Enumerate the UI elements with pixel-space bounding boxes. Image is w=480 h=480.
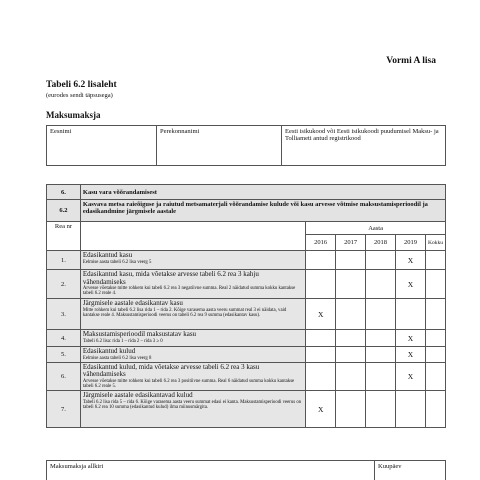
row-number-header: Rea nr [47, 222, 81, 251]
page-title: Tabeli 6.2 lisaleht [46, 80, 117, 90]
row-note: Arvesse võetakse mitte rohkem kui tabeli 6.2 rea 3 positiivne summa. Real 6 näidatud summa kokku kantakse tabeli 6.2 reale 5. [82, 378, 295, 390]
row-title: Edasikantud kasu [82, 251, 133, 259]
total-cell[interactable] [425, 362, 445, 391]
id-code-label: Eesti isikukood või Eesti isikukoodi puudumisel Maksu- ja Tolliameti antud registrikood [285, 128, 439, 142]
row-title: Edasikantud kulud, mida võetakse arvesse tabeli 6.2 rea 3 kasu vähendamiseks [82, 362, 260, 379]
total-cell[interactable] [425, 251, 445, 270]
row-number: 2. [47, 270, 81, 299]
year-cell[interactable]: X [396, 270, 426, 299]
table-row [47, 270, 446, 299]
row-note: Arvesse võetakse mitte rohkem kui tabeli 6.2 rea 3 negatiivne summa. Real 2 näidatud summa kokku kantakse tabeli 6.2 reale 4. [82, 286, 296, 297]
row-number: 3. [47, 299, 81, 330]
year-cell[interactable] [336, 251, 366, 270]
row-title: Edasikantud kasu, mida võetakse arvesse tabeli 6.2 rea 3 kahju vähendamiseks [82, 270, 259, 286]
year-2019-header: 2019 [396, 235, 426, 251]
row-title: Järgmisele aastale edasikantav kasu [82, 299, 183, 307]
row-title: Maksustamisperioodil maksustatav kasu [82, 330, 197, 338]
year-cell[interactable] [306, 251, 336, 270]
row-description [80, 362, 305, 391]
date-field[interactable] [375, 461, 446, 480]
page-subtitle: (eurodes sendi täpsusega) [46, 92, 113, 99]
row-note: Tabeli 6.2 lisa: rida 1 – rida 2 – rida 3 ≥ 0 [82, 338, 163, 344]
year-2017-header: 2017 [336, 235, 366, 251]
year-cell[interactable] [336, 362, 366, 391]
year-cell[interactable] [366, 330, 396, 347]
year-cell[interactable] [366, 347, 396, 363]
row-note: Mitte rohkem kui tabeli 6.2 lisa rida 1 – rida 2. Kõige varasema aasta veeru summat real 3 ei näidata, vaid kantakse reale 4. Maksustamisperioodi veerus on tabeli 6.2 rea 9 summa (edasikantav kasu). [82, 307, 287, 318]
year-cell[interactable] [336, 347, 366, 363]
total-cell[interactable] [425, 330, 445, 347]
year-cell[interactable] [366, 251, 396, 270]
section-heading: Kasu vara võõrandamisest [80, 185, 445, 200]
main-table [46, 184, 446, 428]
total-header: Kokku [425, 235, 445, 251]
signature-label: Maksumaksja allkiri [50, 463, 104, 470]
year-cell[interactable] [396, 299, 426, 330]
form-label: Vormi A lisa [386, 56, 436, 66]
year-cell[interactable] [336, 391, 366, 428]
last-name-label: Perekonnanimi [160, 128, 200, 135]
row-number: 6. [47, 362, 81, 391]
table-row [47, 299, 446, 330]
signature-table [46, 460, 446, 480]
row-note: Eelmise aasta tabeli 6.2 lisa veerg 5 [82, 259, 152, 265]
row-number: 4. [47, 330, 81, 347]
table-row [47, 362, 446, 391]
year-cell[interactable] [306, 270, 336, 299]
year-cell[interactable] [366, 299, 396, 330]
year-cell[interactable] [396, 391, 426, 428]
description-header [80, 222, 305, 251]
row-description [80, 391, 305, 428]
year-group-header: Aasta [306, 222, 446, 235]
total-cell[interactable] [425, 347, 445, 363]
year-cell[interactable]: X [306, 391, 336, 428]
year-2018-header: 2018 [366, 235, 396, 251]
year-cell[interactable] [306, 330, 336, 347]
row-title: Edasikantud kulud [82, 347, 136, 355]
row-description [80, 270, 305, 299]
year-cell[interactable]: X [396, 251, 426, 270]
total-cell[interactable] [425, 391, 445, 428]
date-label: Kuupäev [378, 463, 402, 470]
first-name-label: Eesnimi [50, 128, 72, 135]
year-cell[interactable] [336, 270, 366, 299]
subsection-number: 6.2 [47, 200, 81, 222]
total-cell[interactable] [425, 299, 445, 330]
id-code-field[interactable] [282, 126, 446, 166]
year-cell[interactable] [366, 391, 396, 428]
row-description [80, 330, 305, 347]
year-2016-header: 2016 [306, 235, 336, 251]
section-number: 6. [47, 185, 81, 200]
row-description [80, 251, 305, 270]
year-cell[interactable]: X [396, 330, 426, 347]
year-cell[interactable] [306, 347, 336, 363]
table-row [47, 251, 446, 270]
section-title: Maksumaksja [46, 110, 101, 120]
row-description [80, 299, 305, 330]
year-cell[interactable] [306, 362, 336, 391]
year-cell[interactable] [366, 270, 396, 299]
row-note: Tabeli 6.2 lisa rida 5 – rida 6. Kõige varasema aasta veeru summat edasi ei kanta. Maksustamisperioodi veerus on tabeli 6.2 rea 10 summa (edasikantud kulud) ilma miinusmärgita. [82, 399, 302, 411]
subsection-heading: Kasvava metsa raieõiguse ja raiutud metsamaterjali võõrandamise kulude või kasu arvesse võtmise maksustamisperioodil ja edasikandmine järgmisele aastale [80, 200, 445, 222]
last-name-field[interactable] [157, 126, 282, 166]
taxpayer-table [46, 125, 446, 166]
total-cell[interactable] [425, 270, 445, 299]
signature-field[interactable] [47, 461, 375, 480]
table-row [47, 391, 446, 428]
row-number: 7. [47, 391, 81, 428]
table-row [47, 330, 446, 347]
row-number: 1. [47, 251, 81, 270]
year-cell[interactable] [336, 330, 366, 347]
year-cell[interactable]: X [306, 299, 336, 330]
row-note: Eelmise aasta tabeli 6.2 lisa veerg 8 [82, 355, 152, 361]
first-name-field[interactable] [47, 126, 157, 166]
row-title: Järgmisele aastale edasikantavad kulud [82, 391, 193, 400]
row-description [80, 347, 305, 363]
year-cell[interactable]: X [396, 362, 426, 391]
year-cell[interactable] [336, 299, 366, 330]
year-cell[interactable]: X [396, 347, 426, 363]
year-cell[interactable] [366, 362, 396, 391]
table-row [47, 347, 446, 363]
row-number: 5. [47, 347, 81, 363]
